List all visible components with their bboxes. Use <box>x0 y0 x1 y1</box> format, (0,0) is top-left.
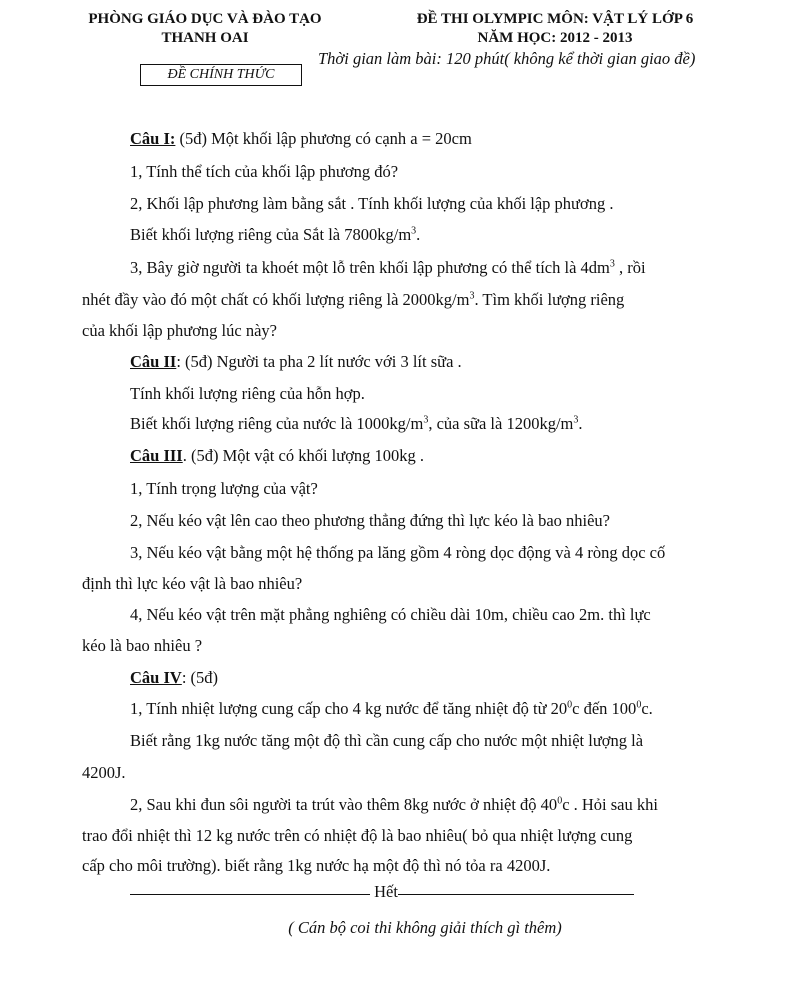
q3-part-4-line1: 4, Nếu kéo vật trên mặt phẳng nghiêng có chiều dài 10m, chiều cao 2m. thì lực <box>130 605 651 624</box>
school-year: NĂM HỌC: 2012 - 2013 <box>477 30 633 46</box>
q1-part-1: 1, Tính thể tích của khối lập phương đó? <box>130 162 399 181</box>
q4-mix-end: c . Hỏi sau khi <box>562 795 658 814</box>
superscript-3: 3 <box>423 414 429 426</box>
right-rule <box>398 893 634 895</box>
question-3-intro: . (5đ) Một vật có khối lượng 100kg . <box>182 446 425 465</box>
question-3-heading <box>130 446 424 466</box>
q4-heat-text: 1, Tính nhiệt lượng cung cấp cho 4 kg nước để tăng nhiệt độ từ 20 <box>130 699 568 718</box>
q1-iron-density-text: Biết khối lượng riêng của Sắt là 7800kg/m <box>130 225 412 244</box>
exam-title: ĐỀ THI OLYMPIC MÔN: VẬT LÝ LỚP 6 <box>416 11 694 27</box>
q4-part-1-note-line1: Biết rằng 1kg nước tăng một độ thì cần cung cấp cho nước một nhiệt lượng là <box>130 731 644 750</box>
q3-part-3-line1: 3, Nếu kéo vật bằng một hệ thống pa lăng gồm 4 ròng dọc động và 4 ròng dọc cố <box>130 543 666 562</box>
exam-header <box>355 10 755 48</box>
q1-part-3-line2 <box>82 290 624 310</box>
question-3-label: Câu III <box>130 446 183 465</box>
q1-filler-density-text: nhét đầy vào đó một chất có khối lượng riêng là 2000kg/m <box>82 290 470 309</box>
superscript-0: 0 <box>557 795 563 807</box>
q4-part-2-line1 <box>130 795 658 815</box>
q3-part-1: 1, Tính trọng lượng của vật? <box>130 479 318 498</box>
q3-part-2: 2, Nếu kéo vật lên cao theo phương thẳng đứng thì lực kéo là bao nhiêu? <box>130 511 611 530</box>
q1-iron-density-end: . <box>416 225 421 244</box>
q1-part-3-line3: của khối lập phương lúc này? <box>82 321 277 340</box>
proctor-note: ( Cán bộ coi thi không giải thích gì thêm) <box>288 918 562 937</box>
q2-part-1: Tính khối lượng riêng của hỗn hợp. <box>130 384 365 403</box>
end-label: Hết <box>374 882 398 901</box>
department-header <box>80 10 330 48</box>
question-1-label: Câu I: <box>130 129 176 148</box>
q4-part-1 <box>130 699 653 719</box>
q4-mix-text: 2, Sau khi đun sôi người ta trút vào thêm 8kg nước ở nhiệt độ 40 <box>130 795 558 814</box>
q4-part-2-line2: trao đổi nhiệt thì 12 kg nước trên có nhiệt độ là bao nhiêu( bỏ qua nhiệt lượng cung <box>82 826 633 845</box>
q1-part-2: 2, Khối lập phương làm bằng sắt . Tính khối lượng của khối lập phương . <box>130 194 614 213</box>
superscript-3: 3 <box>573 414 579 426</box>
district-name: THANH OAI <box>161 30 249 46</box>
q1-part-3-line1 <box>130 258 646 278</box>
question-4-label: Câu IV <box>130 668 182 687</box>
q4-heat-end: c. <box>641 699 653 718</box>
q1-hole-volume-end: , rồi <box>614 258 646 277</box>
superscript-3: 3 <box>469 290 475 302</box>
superscript-0: 0 <box>567 699 573 711</box>
q4-heat-to: c đến 100 <box>572 699 637 718</box>
q2-part-2 <box>130 414 583 434</box>
q2-water-density: Biết khối lượng riêng của nước là 1000kg/m <box>130 414 424 433</box>
official-stamp-box: ĐỀ CHÍNH THỨC <box>140 64 302 86</box>
q3-part-3-line2: định thì lực kéo vật là bao nhiêu? <box>82 574 303 593</box>
exam-duration: Thời gian làm bài: 120 phút( không kể thời gian giao đề) <box>318 49 696 68</box>
q3-part-4-line2: kéo là bao nhiêu ? <box>82 636 203 655</box>
q1-filler-density-end: . Tìm khối lượng riêng <box>474 290 625 309</box>
question-2-intro: : (5đ) Người ta pha 2 lít nước với 3 lít sữa . <box>176 352 462 371</box>
q2-end: . <box>578 414 583 433</box>
department-name: PHÒNG GIÁO DỤC VÀ ĐÀO TẠO <box>88 11 322 27</box>
question-4-intro: : (5đ) <box>181 668 219 687</box>
q4-part-1-note-line2: 4200J. <box>82 763 126 782</box>
superscript-3: 3 <box>609 258 615 270</box>
superscript-3: 3 <box>411 225 417 237</box>
q4-part-2-line3: cấp cho môi trường). biết rằng 1kg nước hạ một độ thì nó tỏa ra 4200J. <box>82 856 551 875</box>
q1-part-2-density <box>130 225 420 245</box>
superscript-0: 0 <box>636 699 642 711</box>
question-2-label: Câu II <box>130 352 177 371</box>
question-1-intro: (5đ) Một khối lập phương có cạnh a = 20cm <box>175 129 472 148</box>
question-4-heading <box>130 668 218 688</box>
left-rule <box>130 893 370 895</box>
q2-milk-density: , của sữa là 1200kg/m <box>428 414 574 433</box>
q1-hole-volume-text: 3, Bây giờ người ta khoét một lỗ trên khối lập phương có thể tích là 4dm <box>130 258 610 277</box>
question-2-heading <box>130 352 462 372</box>
question-1-heading <box>130 129 472 149</box>
end-marker <box>130 882 660 902</box>
